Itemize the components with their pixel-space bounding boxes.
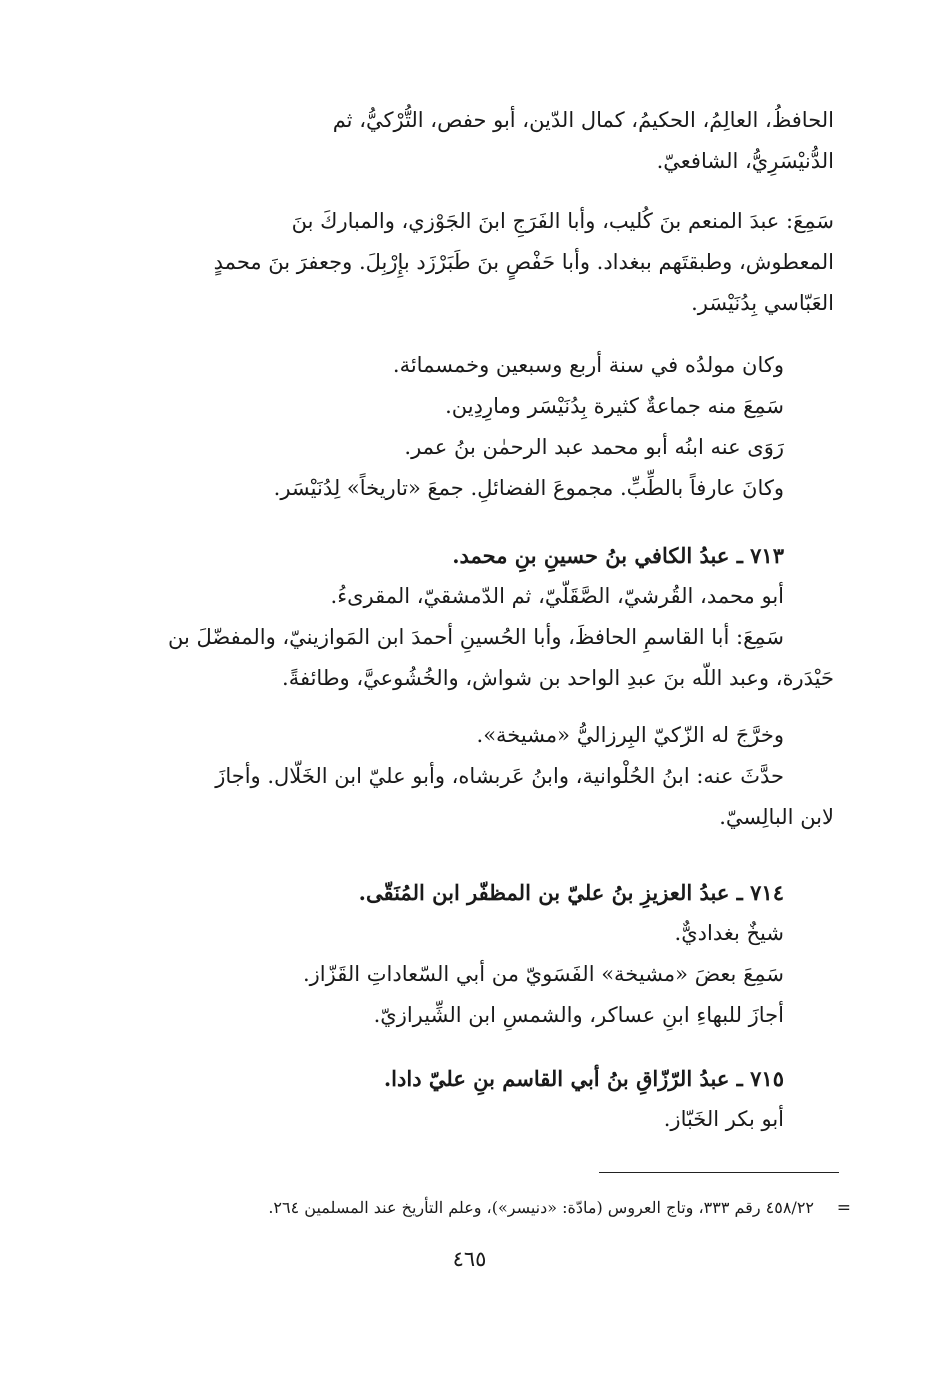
text-line: المعطوش، وطبقتَهم ببغداد. وأبا حَفْصٍ بنَ طَبَرْزَد بإِرْبِلَ. وجعفرَ بنَ محمدٍ xyxy=(213,250,834,274)
text-line: أبو بكر الخَبّاز. xyxy=(663,1107,784,1131)
footnote-divider xyxy=(599,1172,839,1173)
entry-heading: ٧١٤ ـ عبدُ العزيزِ بنُ عليّ بن المظفّر ابن المُنَقّى. xyxy=(358,880,784,905)
text-line: وكان مولدُه في سنة أربع وسبعين وخمسمائة. xyxy=(392,353,784,377)
text-line: سَمِعَ: عبدَ المنعم بنَ كُليب، وأبا الفَرَجِ ابنَ الجَوْزي، والمباركَ بنَ xyxy=(291,209,834,233)
text-line: وخرَّجَ له الزّكيّ البِرزاليُّ «مشيخة». xyxy=(476,723,784,747)
entry-heading: ٧١٥ ـ عبدُ الرّزّاقِ بنُ أبي القاسم بنِ عليّ دادا. xyxy=(383,1066,784,1091)
footnote-continuation-marker: = xyxy=(836,1198,851,1218)
text-line: حَيْدَرة، وعبد اللّه بنَ عبدِ الواحد بن شواش، والخُشُوعيَّ، وطائفةً. xyxy=(282,666,834,690)
entry-713 xyxy=(104,535,834,838)
text-line: حدَّثَ عنه: ابنُ الحُلْوانية، وابنُ عَربشاه، وأبو عليّ ابن الخَلّال. وأجازَ xyxy=(215,764,784,788)
entry-715 xyxy=(104,1058,834,1140)
text-line: الحافظُ، العالِمُ، الحكيمُ، كمال الدّين، أبو حفص، التُّرْكيُّ، ثم xyxy=(332,108,834,132)
text-line: سَمِعَ منه جماعةٌ كثيرة بِدُنَيْسَر ومارِدِين. xyxy=(445,394,784,418)
text-line: الدُّنيْسَرِيُّ، الشافعيّ. xyxy=(656,149,834,173)
text-line: لابن البالِسيّ. xyxy=(719,805,834,829)
text-line: أجازَ للبهاءِ ابنِ عساكر، والشمسِ ابن الشِّيرازيّ. xyxy=(373,1003,784,1027)
text-line: شيخٌ بغداديٌّ. xyxy=(674,921,784,945)
text-line: العَبّاسي بِدُنَيْسَر. xyxy=(691,291,834,315)
biography-notes xyxy=(104,345,834,509)
entry-714 xyxy=(104,872,834,1036)
intro-paragraph xyxy=(104,100,834,182)
text-line: سَمِعَ بعضَ «مشيخة» الفَسَويّ من أبي السّعاداتِ القَزّاز. xyxy=(302,962,784,986)
entry-heading: ٧١٣ ـ عبدُ الكافي بنُ حسينِ بنِ محمد. xyxy=(452,543,784,568)
text-line: رَوَى عنه ابنُه أبو محمد عبد الرحمٰن بنُ عمر. xyxy=(404,435,784,459)
text-line: وكانَ عارفاً بالطِّبِّ. مجموعَ الفضائلِ. جمعَ «تاريخاً» لِدُنَيْسَر. xyxy=(273,476,784,500)
text-line: سَمِعَ: أبا القاسمِ الحافظَ، وأبا الحُسينِ أحمدَ ابن المَوازينيّ، والمفضّلَ بن xyxy=(167,625,784,649)
text-line: أبو محمد، القُرشيّ، الصَّقَلّيّ، ثم الدّمشقيّ، المقرىءُ. xyxy=(330,584,784,608)
sama-paragraph xyxy=(104,201,834,324)
page-number: ٤٦٥ xyxy=(452,1247,487,1271)
footnote-text: ٤٥٨/٢٢ رقم ٣٣٣، وتاج العروس (مادّة: «دنيسر»)، وعلم التأريخ عند المسلمين ٢٦٤. xyxy=(268,1198,814,1217)
